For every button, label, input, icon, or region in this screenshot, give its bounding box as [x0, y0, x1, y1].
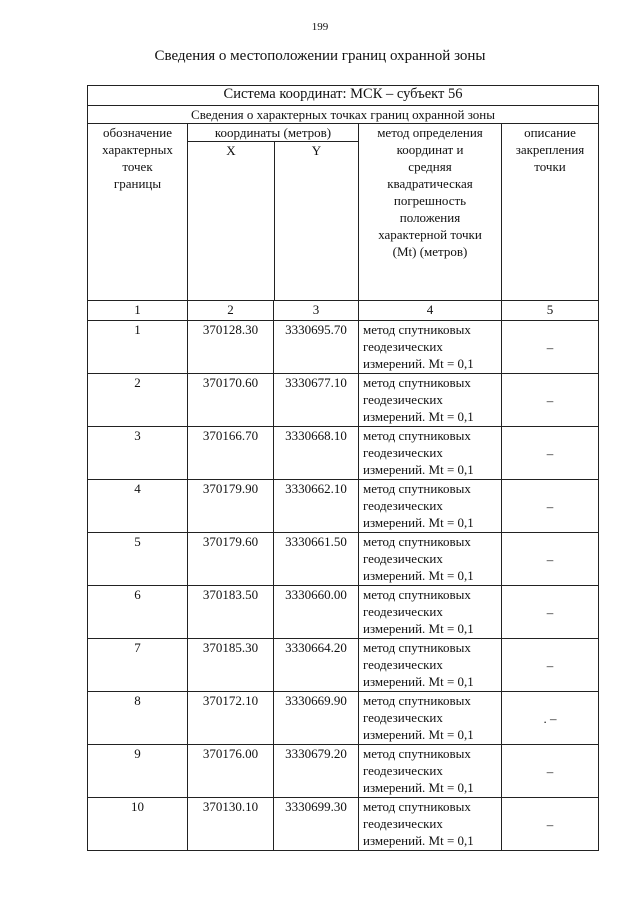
- method-line: измерений. Mt = 0,1: [363, 515, 474, 530]
- method-cell: [359, 692, 502, 745]
- point-number-cell: 4: [88, 480, 188, 533]
- point-number-cell: 5: [88, 533, 188, 586]
- page-number: 199: [311, 21, 329, 33]
- document-title: Сведения о местоположении границ охранной зоны: [154, 48, 486, 64]
- y-coordinate-cell: 3330699.30: [274, 798, 359, 851]
- method-cell: [359, 321, 502, 374]
- method-line: геодезических: [363, 339, 443, 354]
- x-coordinate-cell: 370185.30: [188, 639, 274, 692]
- points-subheader: Сведения о характерных точках границ охранной зоны: [88, 106, 599, 124]
- column-index: 1: [88, 301, 188, 321]
- method-cell: [359, 480, 502, 533]
- description-cell: –: [502, 745, 599, 798]
- coords-label: координаты (метров): [188, 124, 358, 142]
- column-index: 4: [359, 301, 502, 321]
- x-coordinate-cell: 370179.60: [188, 533, 274, 586]
- y-coordinate-cell: 3330695.70: [274, 321, 359, 374]
- col-header-x: X: [188, 142, 275, 300]
- point-number-cell: 1: [88, 321, 188, 374]
- method-line: измерений. Mt = 0,1: [363, 727, 474, 742]
- point-number-cell: 8: [88, 692, 188, 745]
- method-line: метод спутниковых: [363, 587, 471, 602]
- description-cell: –: [502, 798, 599, 851]
- method-line: геодезических: [363, 392, 443, 407]
- x-coordinate-cell: 370128.30: [188, 321, 274, 374]
- description-cell: –: [502, 586, 599, 639]
- method-line: измерений. Mt = 0,1: [363, 780, 474, 795]
- method-line: измерений. Mt = 0,1: [363, 356, 474, 371]
- col-header-description: описание закрепления точки: [502, 124, 599, 301]
- description-cell: –: [502, 321, 599, 374]
- y-coordinate-cell: 3330660.00: [274, 586, 359, 639]
- method-line: геодезических: [363, 551, 443, 566]
- method-line: геодезических: [363, 710, 443, 725]
- column-header-row: [88, 124, 599, 301]
- method-line: измерений. Mt = 0,1: [363, 409, 474, 424]
- coordinate-system-header: Система координат: МСК – субъект 56: [88, 86, 599, 106]
- point-number-cell: 10: [88, 798, 188, 851]
- method-cell: [359, 533, 502, 586]
- x-coordinate-cell: 370176.00: [188, 745, 274, 798]
- method-line: метод спутниковых: [363, 693, 471, 708]
- method-cell: [359, 586, 502, 639]
- column-index: 3: [274, 301, 359, 321]
- method-line: измерений. Mt = 0,1: [363, 462, 474, 477]
- y-coordinate-cell: 3330664.20: [274, 639, 359, 692]
- method-line: метод спутниковых: [363, 375, 471, 390]
- method-line: измерений. Mt = 0,1: [363, 621, 474, 636]
- point-number-cell: 9: [88, 745, 188, 798]
- method-line: метод спутниковых: [363, 746, 471, 761]
- method-cell: [359, 639, 502, 692]
- description-cell: –: [502, 374, 599, 427]
- subheader-row: [88, 106, 599, 124]
- col-header-coords: [188, 124, 359, 301]
- x-coordinate-cell: 370166.70: [188, 427, 274, 480]
- description-cell: . –: [502, 692, 599, 745]
- method-line: геодезических: [363, 816, 443, 831]
- method-line: метод спутниковых: [363, 481, 471, 496]
- method-line: измерений. Mt = 0,1: [363, 833, 474, 848]
- x-coordinate-cell: 370170.60: [188, 374, 274, 427]
- method-line: метод спутниковых: [363, 534, 471, 549]
- method-line: геодезических: [363, 763, 443, 778]
- method-cell: [359, 798, 502, 851]
- col-header-y: Y: [311, 143, 322, 158]
- table-row: [88, 692, 599, 745]
- column-index: 5: [502, 301, 599, 321]
- table-row: [88, 533, 599, 586]
- method-line: геодезических: [363, 657, 443, 672]
- method-line: метод спутниковых: [363, 322, 471, 337]
- column-index-row: [88, 301, 599, 321]
- method-cell: [359, 374, 502, 427]
- method-line: метод спутниковых: [363, 640, 471, 655]
- method-cell: [359, 427, 502, 480]
- table-row: [88, 480, 599, 533]
- table-row: [88, 639, 599, 692]
- table-row: [88, 374, 599, 427]
- table-row: [88, 798, 599, 851]
- description-cell: –: [502, 639, 599, 692]
- x-coordinate-cell: 370183.50: [188, 586, 274, 639]
- y-coordinate-cell: 3330679.20: [274, 745, 359, 798]
- table-row: [88, 427, 599, 480]
- method-line: измерений. Mt = 0,1: [363, 568, 474, 583]
- point-number-cell: 2: [88, 374, 188, 427]
- col-header-point: обозначение характерных точек границы: [88, 124, 188, 301]
- y-coordinate-cell: 3330662.10: [274, 480, 359, 533]
- boundary-points-table: [87, 85, 599, 851]
- point-number-cell: 3: [88, 427, 188, 480]
- x-coordinate-cell: 370130.10: [188, 798, 274, 851]
- table-body: [88, 86, 599, 851]
- table-row: [88, 321, 599, 374]
- method-line: измерений. Mt = 0,1: [363, 674, 474, 689]
- x-coordinate-cell: 370172.10: [188, 692, 274, 745]
- point-number-cell: 6: [88, 586, 188, 639]
- col-header-method: метод определения координат и средняя квадратическая погрешность положения характерной точки (Mt) (метров): [359, 124, 502, 301]
- x-coordinate-cell: 370179.90: [188, 480, 274, 533]
- table-row: [88, 745, 599, 798]
- table-row: [88, 586, 599, 639]
- method-line: геодезических: [363, 498, 443, 513]
- column-index: 2: [188, 301, 274, 321]
- method-line: геодезических: [363, 604, 443, 619]
- description-cell: –: [502, 427, 599, 480]
- method-line: метод спутниковых: [363, 799, 471, 814]
- point-number-cell: 7: [88, 639, 188, 692]
- coords-subheaders: [188, 142, 358, 300]
- method-cell: [359, 745, 502, 798]
- y-coordinate-cell: 3330661.50: [274, 533, 359, 586]
- method-line: геодезических: [363, 445, 443, 460]
- y-coordinate-cell: 3330669.90: [274, 692, 359, 745]
- system-header-row: [88, 86, 599, 106]
- description-cell: –: [502, 480, 599, 533]
- description-cell: –: [502, 533, 599, 586]
- y-coordinate-cell: 3330668.10: [274, 427, 359, 480]
- method-line: метод спутниковых: [363, 428, 471, 443]
- y-coordinate-cell: 3330677.10: [274, 374, 359, 427]
